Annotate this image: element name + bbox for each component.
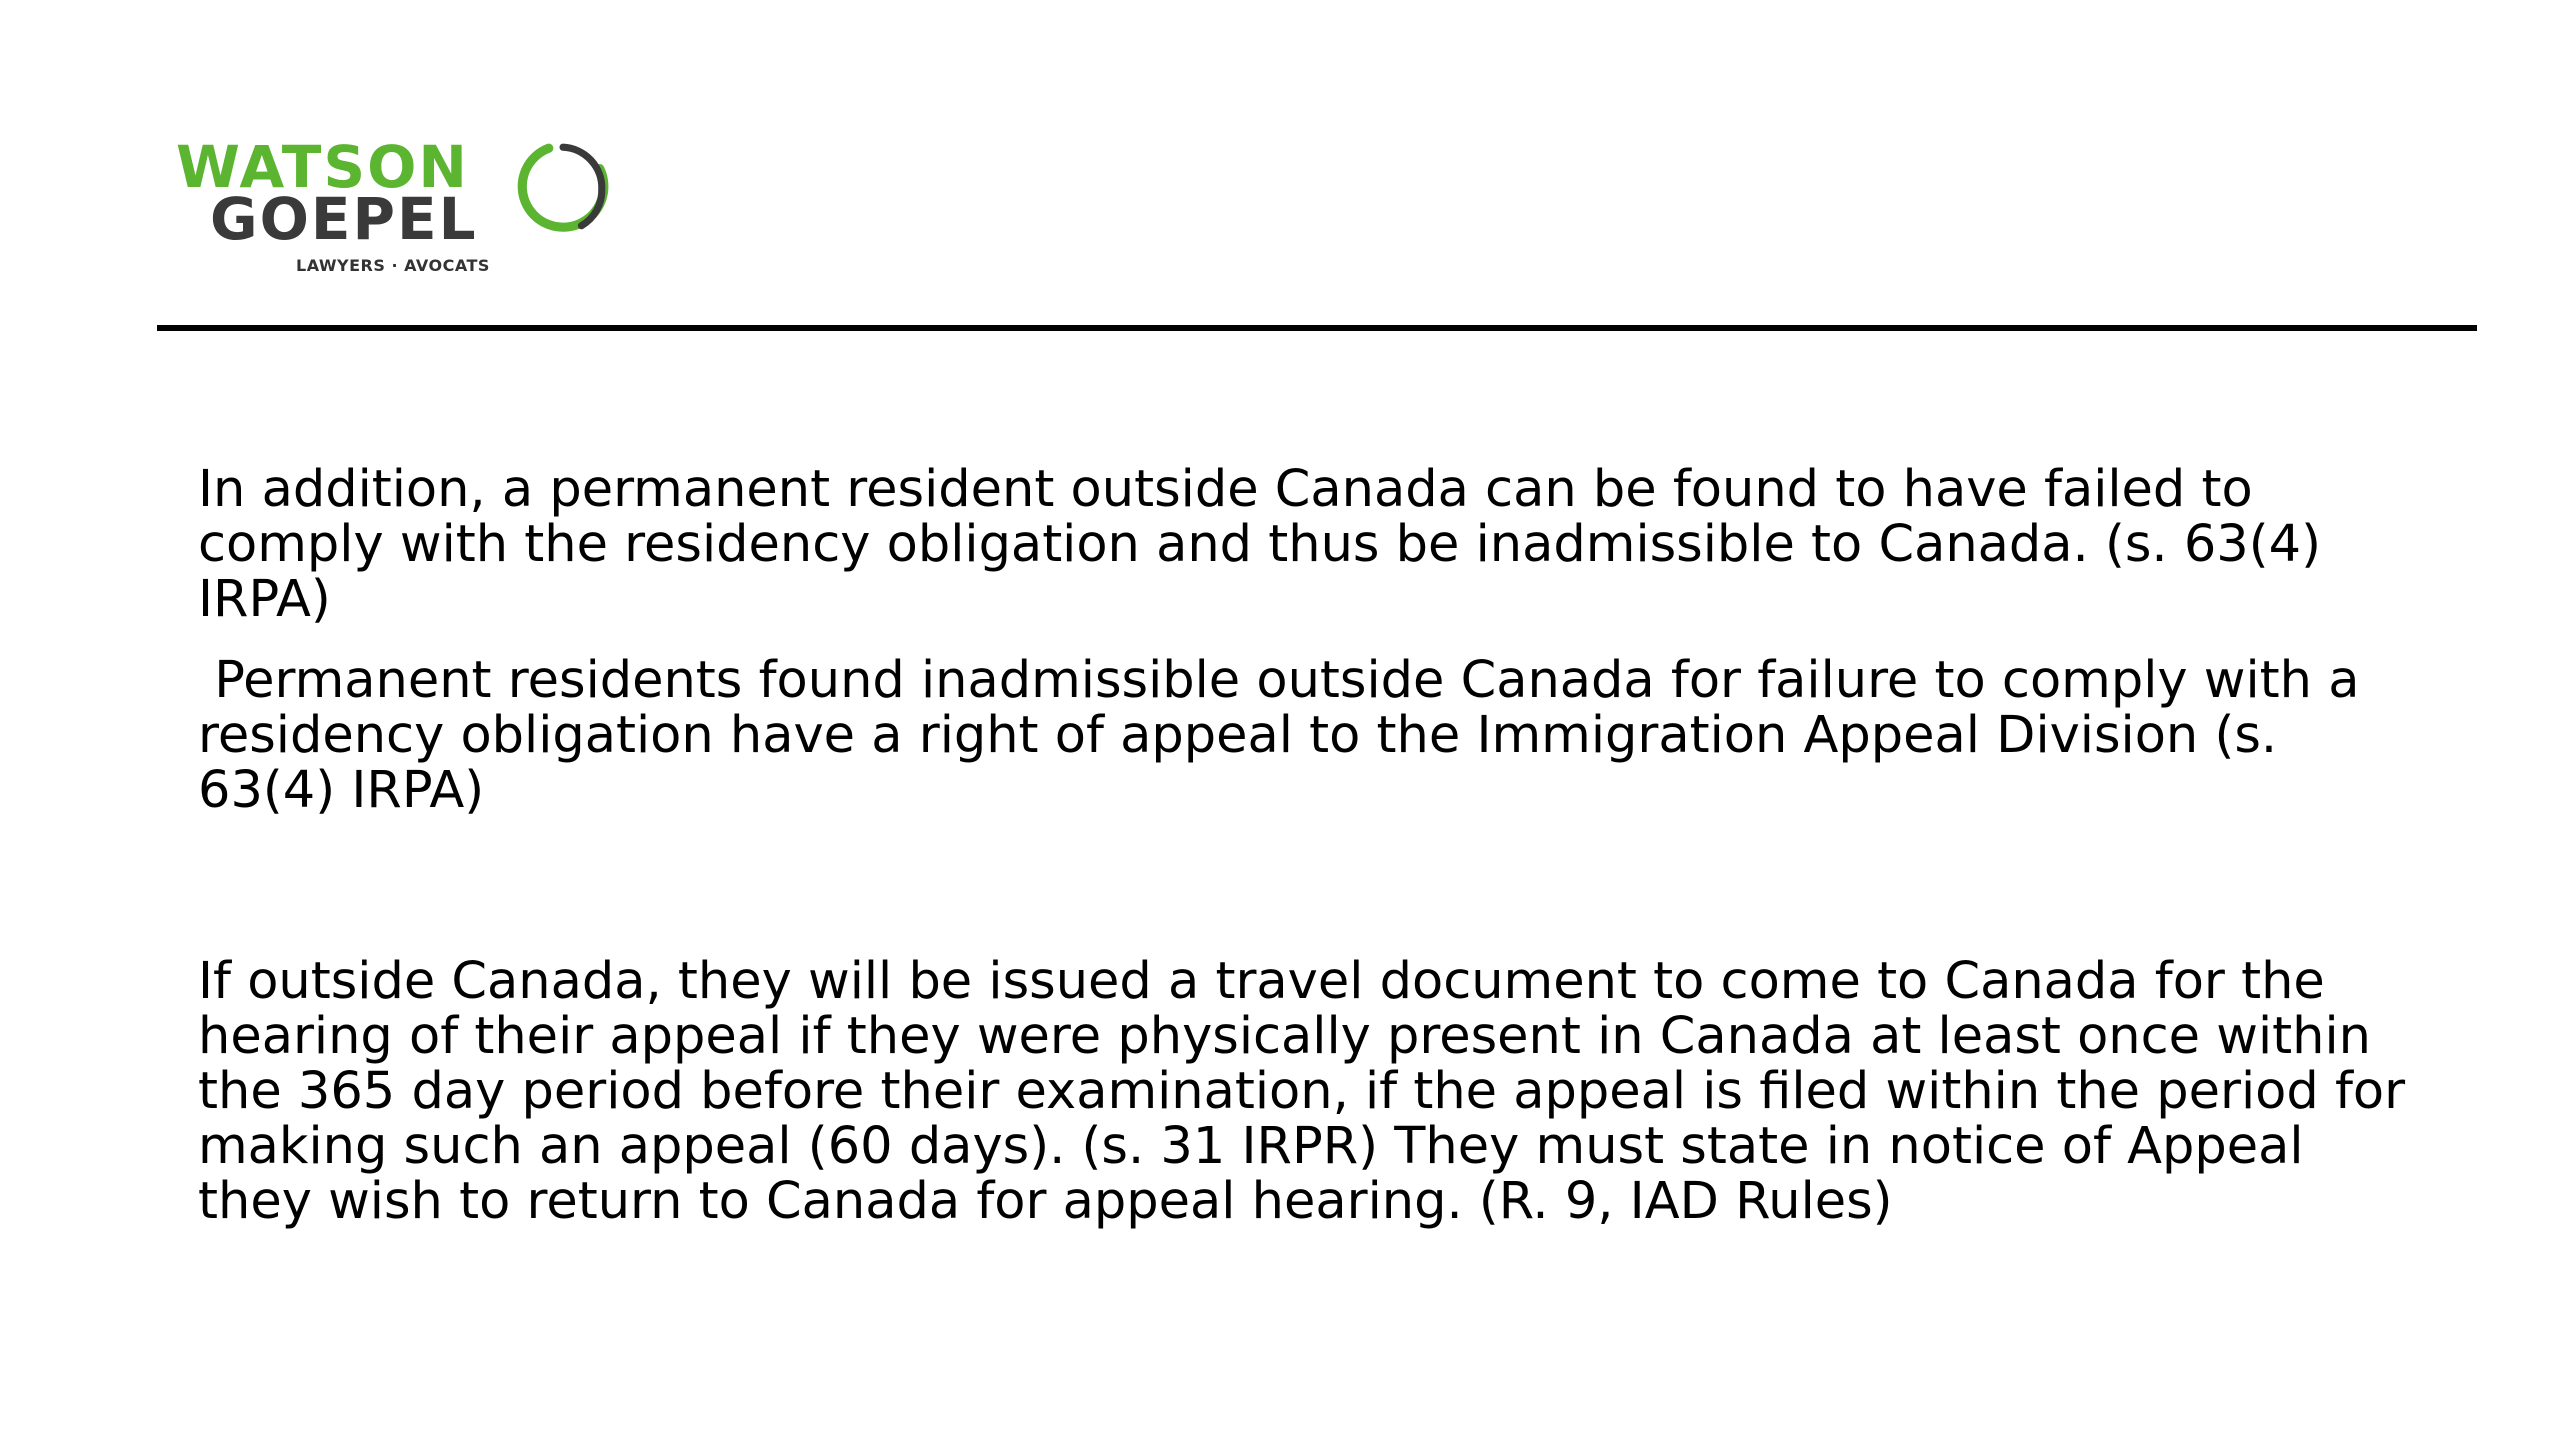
body-paragraph-2: Permanent residents found inadmissible outside Canada for failure to comply with a residency obligation have a right of appeal to the Immigration Appeal Division (s. 63(4) IRPA)	[198, 651, 2376, 820]
logo-name-line2: GOEPEL	[210, 185, 478, 253]
logo-tagline: LAWYERS · AVOCATS	[296, 256, 490, 275]
logo-name-line1: WATSON	[176, 133, 469, 201]
company-logo	[176, 133, 616, 288]
slide-body	[198, 462, 2428, 1229]
crescent-ring-icon	[510, 138, 612, 240]
body-paragraph-1: In addition, a permanent resident outside Canada can be found to have failed to comply with the residency obligation and thus be inadmissible to Canada. (s. 63(4) IRPA)	[198, 460, 2338, 629]
header-divider	[157, 325, 2477, 331]
body-paragraph-3: If outside Canada, they will be issued a travel document to come to Canada for the hearing of their appeal if they were physically present in Canada at least once within the 365 day period before their examination, if the appeal is filed within the period for making such an appeal (60 days). (s. 31 IRPR) They must state in notice of Appeal they wish to return to Canada for appeal hearing. (R. 9, IAD Rules)	[198, 952, 2422, 1231]
